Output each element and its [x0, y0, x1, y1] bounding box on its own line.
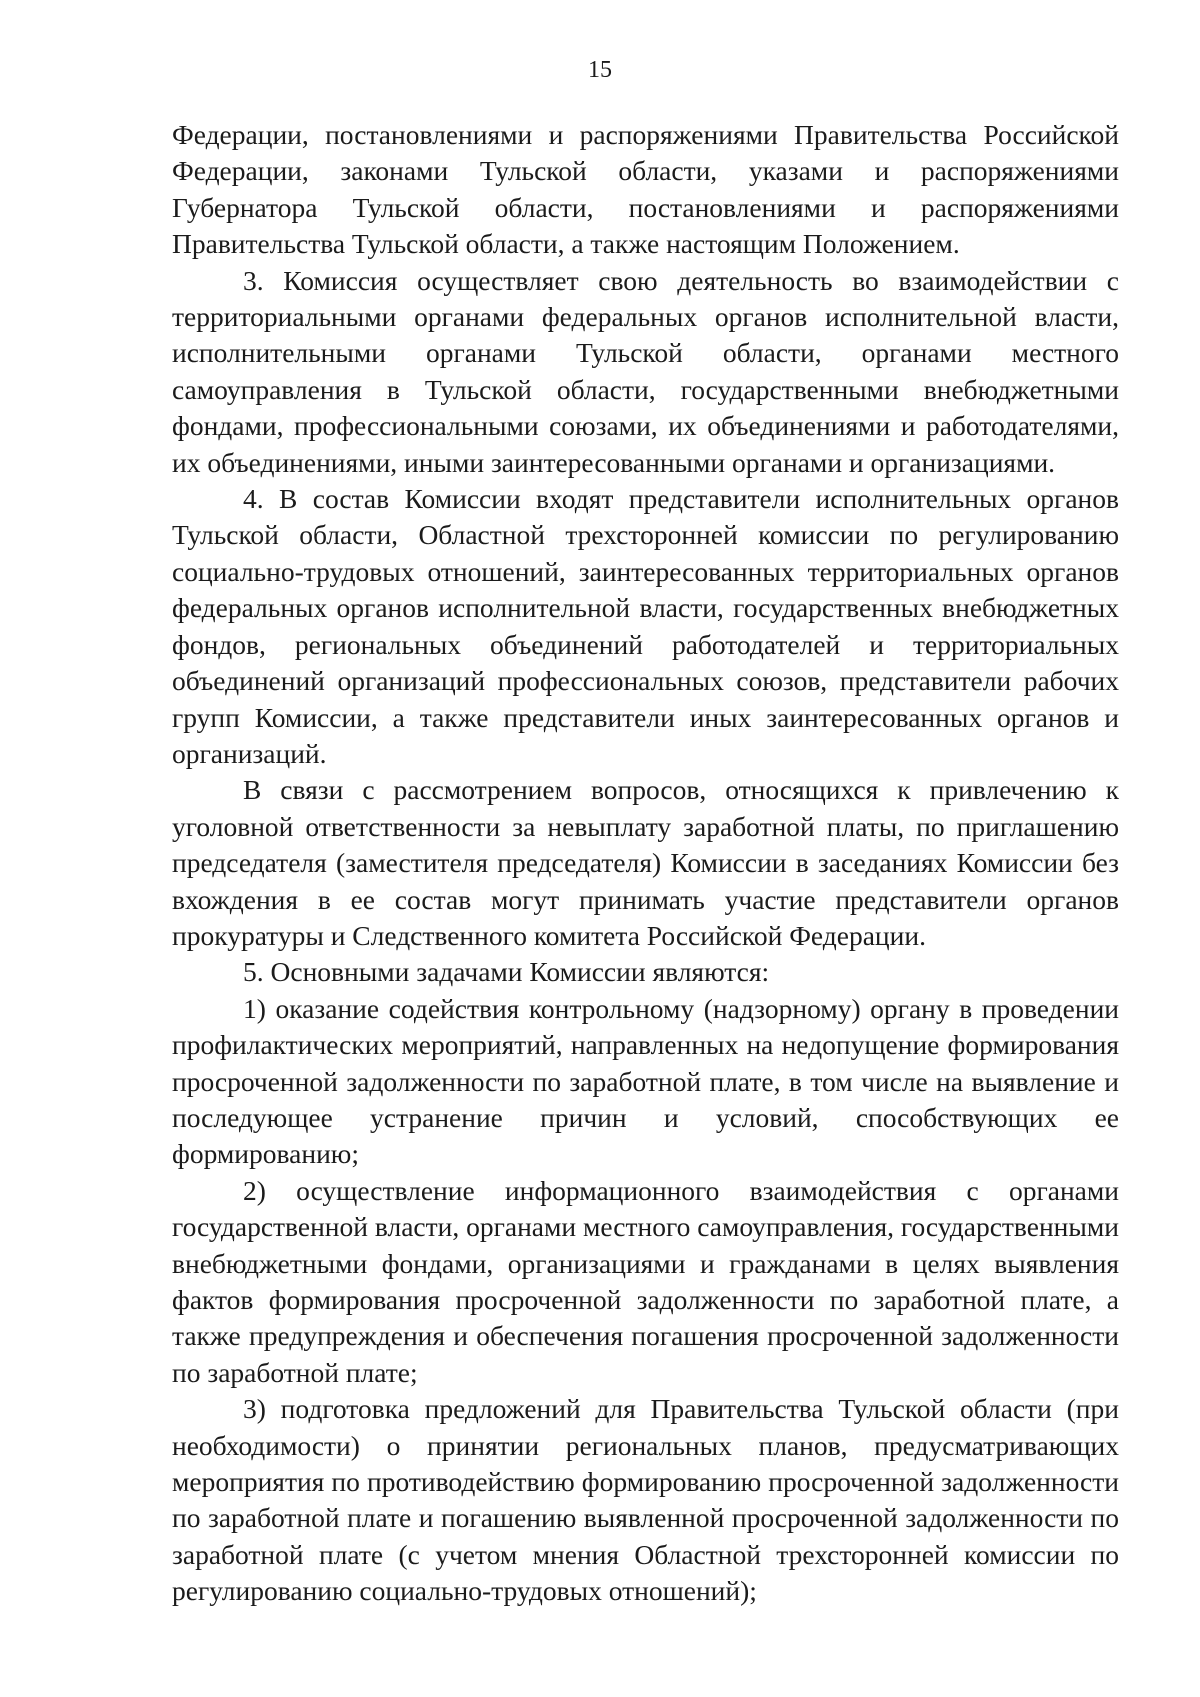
- page-number: 15: [588, 57, 612, 83]
- paragraph-item-5: 5. Основными задачами Комиссии являются:: [243, 956, 770, 988]
- paragraph-continuation: Федерации, постановлениями и распоряжениями Правительства Российской Федерации, законами Тульской области, указами и распоряжениями Губернатора Тульской области, постановлениями и распоряжениями Правительства Тульской области, а также настоящим Положением.: [172, 119, 1119, 260]
- paragraph-item-3: 3. Комиссия осуществляет свою деятельность во взаимодействии с территориальными органами федеральных органов исполнительной власти, исполнительными органами Тульской области, органами местного самоуправления в Тульской области, государственными внебюджетными фондами, профессиональными союзами, их объединениями и работодателями, их объединениями, иными заинтересованными органами и организациями.: [172, 264, 1119, 478]
- task-item-2: 2) осуществление информационного взаимодействия с органами государственной власти, органами местного самоуправления, государственными внебюджетными фондами, организациями и гражданами в целях выявления фактов формирования просроченной задолженности по заработной плате, а также предупреждения и обеспечения погашения просроченной задолженности по заработной плате;: [172, 1174, 1119, 1388]
- paragraph-item-4: 4. В состав Комиссии входят представители исполнительных органов Тульской области, Областной трехсторонней комиссии по регулированию социально-трудовых отношений, заинтересованных территориальных органов федеральных органов исполнительной власти, государственных внебюджетных фондов, региональных объединений работодателей и территориальных объединений организаций профессиональных союзов, представители рабочих групп Комиссии, а также представители иных заинтересованных органов и организаций.: [172, 483, 1119, 769]
- paragraph-invitation-note: В связи с рассмотрением вопросов, относящихся к привлечению к уголовной ответственности за невыплату заработной платы, по приглашению председателя (заместителя председателя) Комиссии в заседаниях Комиссии без вхождения в ее состав могут принимать участие представители органов прокуратуры и Следственного комитета Российской Федерации.: [172, 774, 1119, 951]
- document-body: [172, 117, 1119, 1610]
- task-item-1: 1) оказание содействия контрольному (надзорному) органу в проведении профилактических мероприятий, направленных на недопущение формирования просроченной задолженности по заработной плате, в том числе на выявление и последующее устранение причин и условий, способствующих ее формированию;: [172, 992, 1119, 1170]
- task-item-3: 3) подготовка предложений для Правительства Тульской области (при необходимости) о принятии региональных планов, предусматривающих мероприятия по противодействию формированию просроченной задолженности по заработной плате и погашению выявленной просроченной задолженности по заработной плате (с учетом мнения Областной трехсторонней комиссии по регулированию социально-трудовых отношений);: [172, 1393, 1119, 1607]
